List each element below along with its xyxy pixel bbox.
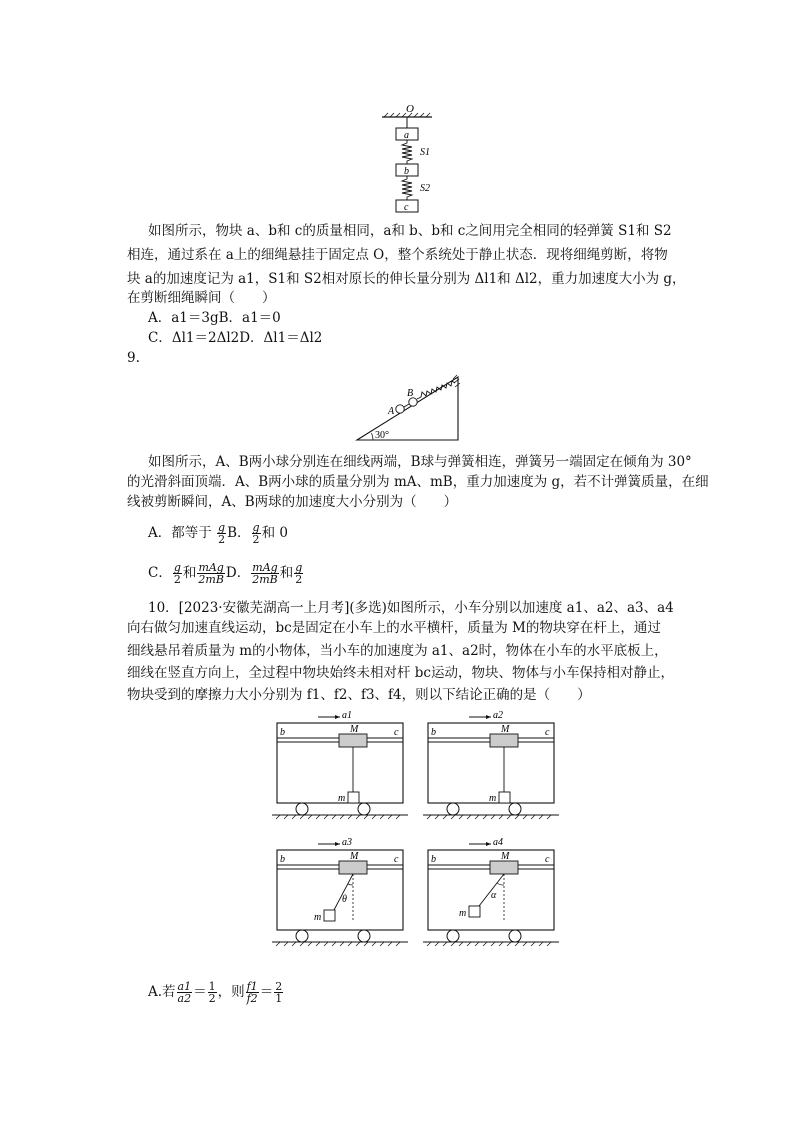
q9-option-c-label: C．: [148, 565, 172, 581]
svg-text:α: α: [491, 890, 497, 901]
q10-option-a-label: A.若: [148, 984, 176, 1000]
accel-label-a4: a4: [493, 837, 503, 848]
label-b: b: [404, 166, 409, 177]
q9-options-ab: A．都等于 $\frac{g}{2}$ B． $\frac{g}{2}$ 和 0: [148, 521, 288, 546]
svg-text:m: m: [489, 793, 497, 804]
accel-label-a2: a2: [493, 710, 503, 721]
label-o: O: [406, 103, 414, 115]
label-a: A: [388, 406, 395, 417]
q9-line-2: 的光滑斜面顶端．A、B两小球的质量分别为 mA、mB，重力加速度为 g，若不计弹簧质量，在细: [127, 474, 709, 490]
q8-figure: [370, 100, 450, 218]
frac-mag-over-2mb: $\frac{\text{mAg}}{2mB}$: [252, 561, 278, 586]
svg-text:c: c: [394, 854, 399, 865]
svg-text:c: c: [545, 727, 550, 738]
frac-f1-over-f2: $\frac{f1}{f2}$: [246, 980, 258, 1005]
q9-option-d-label: D．: [225, 565, 251, 581]
q9-line-3: 线被剪断瞬间，A、B两球的加速度大小分别为（ ）: [127, 494, 458, 510]
label-b: B: [407, 388, 414, 399]
svg-text:θ: θ: [342, 894, 347, 905]
frac-mag-over-2mb: $\frac{\text{mAg}}{2mB}$: [198, 561, 224, 586]
q8-option-cd: C．Δl1＝2Δl2D．Δl1＝Δl2: [148, 330, 323, 346]
q9-figure: [355, 365, 465, 443]
angle-label: 30°: [375, 430, 389, 441]
block-M: [339, 861, 367, 874]
svg-text:b: b: [431, 727, 436, 738]
object-m: [469, 906, 480, 917]
svg-text:M: M: [350, 724, 359, 735]
object-m: [499, 792, 510, 803]
svg-text:b: b: [280, 727, 285, 738]
q10-option-a: A.若 $\frac{a1}{a2}$ ＝ $\frac{1}{2}$ ，则 $\frac{f1}{f2}$ ＝ $\frac{2}{1}$: [148, 980, 283, 1005]
block-M: [490, 734, 518, 747]
accel-label-a3: a3: [342, 837, 352, 848]
object-m: [324, 910, 335, 921]
svg-text:c: c: [545, 854, 550, 865]
svg-text:m: m: [459, 908, 467, 919]
svg-text:m: m: [338, 793, 346, 804]
svg-text:M: M: [350, 851, 359, 862]
q9-options-cd: C． $\frac{g}{2}$ 和 $\frac{\text{mAg}}{2mB}$ D． $\frac{\text{mAg}}{2mB}$ 和 $\frac{g}{2}$: [148, 561, 303, 586]
accel-label-a1: a1: [342, 710, 352, 721]
svg-text:c: c: [394, 727, 399, 738]
q9-option-a-label: A．都等于: [148, 525, 212, 541]
q8-line-3: 块 a的加速度记为 a1，S1和 S2相对原长的伸长量分别为 Δl1和 Δl2，重力加速度大小为 g，: [127, 271, 686, 287]
q9-option-b-label: B．: [227, 525, 251, 541]
spring-s1: [402, 140, 412, 164]
q10-line-2: 向右做匀加速直线运动，bc是固定在小车上的水平横杆，质量为 M的物块穿在杆上，通过: [127, 620, 661, 636]
object-m: [348, 792, 359, 803]
spring: [417, 381, 455, 399]
q10-line-5: 物块受到的摩擦力大小分别为 f1、f2、f3、f4，则以下结论正确的是（ ）: [127, 687, 591, 703]
q10-line-3: 细线悬吊着质量为 m的小物体，当小车的加速度为 a1、a2时，物体在小车的水平底板上，: [127, 643, 668, 659]
frac-g-over-2: $\frac{g}{2}$: [295, 561, 303, 586]
cart-figure-1: [272, 707, 408, 825]
q8-option-ab: A．a1＝3gB．a1＝0: [148, 310, 281, 326]
label-a: a: [404, 130, 409, 141]
frac-g-over-2: $\frac{g}{2}$: [218, 521, 226, 546]
ball-b: [409, 398, 417, 406]
q10-line-4: 细线在竖直方向上，全过程中物块始终未相对杆 bc运动，物块、物体与小车保持相对静止，: [127, 665, 674, 681]
q9-number: 9.: [127, 350, 140, 366]
svg-text:m: m: [314, 912, 322, 923]
incline: [357, 377, 458, 440]
q10-line-1: 10．[2023·安徽芜湖高一上月考](多选)如图所示，小车分别以加速度 a1、a2、a3、a4: [148, 600, 674, 616]
block-M: [339, 734, 367, 747]
q8-line-1: 如图所示，物块 a、b和 c的质量相同，a和 b、b和 c之间用完全相同的轻弹簧 S1和 S2: [148, 223, 672, 239]
q8-line-4: 在剪断细绳瞬间（ ）: [127, 290, 276, 306]
frac-a1-over-a2: $\frac{a1}{a2}$: [177, 980, 192, 1005]
frac-1-over-2: $\frac{1}{2}$: [208, 980, 216, 1005]
spring-s2: [402, 176, 412, 200]
q8-line-2: 相连，通过系在 a上的细绳悬挂于固定点 O，整个系统处于静止状态．现将细绳剪断，将物: [127, 247, 668, 263]
svg-text:b: b: [431, 854, 436, 865]
svg-text:M: M: [501, 724, 510, 735]
q9-line-1: 如图所示，A、B两小球分别连在细线两端，B球与弹簧相连，弹簧另一端固定在倾角为 30°: [148, 454, 692, 470]
frac-g-over-2: $\frac{g}{2}$: [252, 521, 260, 546]
cart-figure-4: [423, 834, 559, 952]
svg-text:b: b: [280, 854, 285, 865]
ball-a: [396, 405, 404, 413]
block-M: [490, 861, 518, 874]
label-s1: S1: [420, 147, 430, 158]
svg-text:M: M: [501, 851, 510, 862]
frac-g-over-2: $\frac{g}{2}$: [173, 561, 181, 586]
label-s2: S2: [420, 183, 430, 194]
cart-figure-2: [423, 707, 559, 825]
cart-figure-3: [272, 834, 408, 952]
frac-2-over-1: $\frac{2}{1}$: [275, 980, 283, 1005]
label-c: c: [404, 202, 409, 213]
